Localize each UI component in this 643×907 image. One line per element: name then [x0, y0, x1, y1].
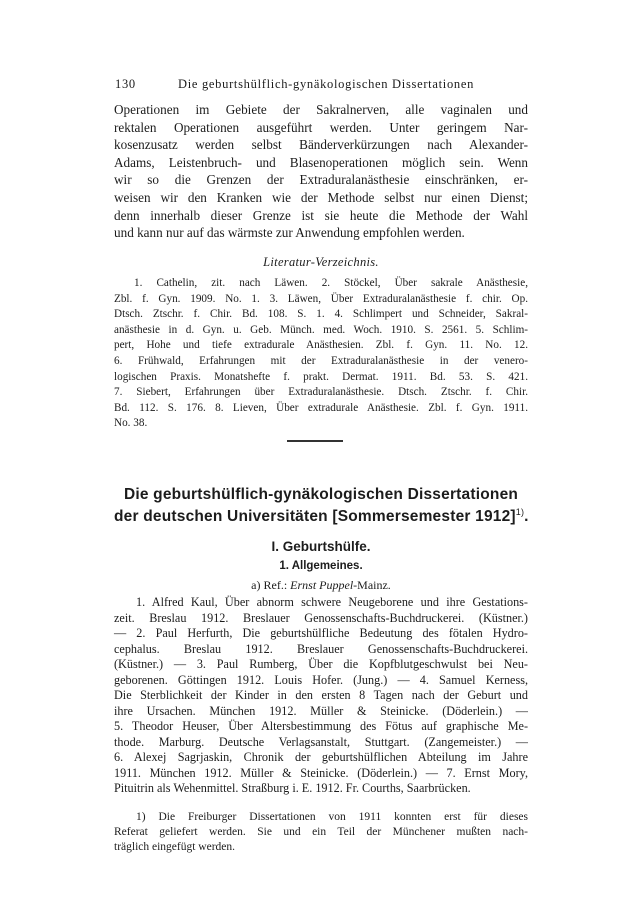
paragraph-line: denn innerhalb dieser Grenze ist sie heute die Methode der Wahl	[114, 207, 528, 223]
footnote	[114, 810, 528, 856]
literature-line: 7. Siebert, Erfahrungen über Extraduralanästhesie. Dtsch. Ztschr. f. Chir.	[114, 386, 528, 399]
entry-line: 1911. München 1912. Müller & Steinicke. (Döderlein.) — 7. Ernst Mory,	[114, 765, 528, 780]
footnote-line: 1) Die Freiburger Dissertationen von 1911 konnten erst für dieses	[136, 811, 528, 823]
paragraph-line: kosenzusatz werden selbst Bänderverkürzungen nach Alexander-	[114, 137, 528, 153]
section-title-line-1: Die geburtshülflich-gynäkologischen Dissertationen	[123, 486, 519, 503]
entry-line: (Küstner.) — 3. Paul Rumberg, Über die Kopfblutgeschwulst bei Neu-	[114, 657, 528, 671]
literature-line: Bd. 112. S. 176. 8. Lieven, Über extradurale Anästhesie. Zbl. f. Gyn. 1911.	[114, 401, 528, 414]
running-title: Die geburtshülflich-gynäkologischen Dissertationen	[178, 77, 475, 91]
entry-line: cephalus. Breslau 1912. Breslauer Genossenschafts-Buchdruckerei.	[114, 641, 528, 656]
paragraph-line: rektalen Operationen ausgeführt werden. Unter geringem Nar-	[114, 119, 528, 135]
literature-line: 6. Frühwald, Erfahrungen mit der Extraduralanästhesie in der venero-	[114, 354, 528, 367]
subsection-heading: 1. Allgemeines.	[279, 560, 363, 572]
section-title-text: der deutschen Universitäten [Sommersemester 1912]	[114, 508, 516, 526]
entry-line: Die Sterblichkeit der Kinder in den ersten 8 Tagen nach der Geburt und	[114, 688, 528, 702]
running-header	[114, 77, 528, 93]
literature-heading: Literatur-Verzeichnis.	[263, 255, 379, 269]
footnote-line: träglich eingefügt werden.	[114, 841, 236, 854]
footnote-line: Referat geliefert werden. Sie und ein Teil der Münchener mußten nach-	[114, 826, 528, 839]
entry-line: geborenen. Göttingen 1912. Louis Hofer. (Jung.) — 4. Samuel Kerness,	[114, 672, 528, 687]
literature-line: Dtsch. Ztschr. f. Chir. Bd. 108. S. 1. 4. Schlimpert und Schneider, Sakral-	[114, 308, 528, 321]
section-title-end: .	[524, 508, 529, 526]
paragraph-line: wir so die Grenzen der Extraduralanästhesie einschränken, er-	[114, 172, 528, 188]
entry-line: Pituitrin als Wehenmittel. Straßburg i. E. 1912. Fr. Courths, Saarbrücken.	[114, 781, 471, 795]
dissertation-list	[114, 595, 528, 797]
section-separator	[287, 440, 343, 442]
paragraph-line: Operationen im Gebiete der Sakralnerven, alle vaginalen und	[114, 102, 528, 117]
literature-line: 1. Cathelin, zit. nach Läwen. 2. Stöckel, Über sakrale Anästhesie,	[134, 277, 528, 289]
literature-line: No. 38.	[114, 417, 148, 430]
part-heading: I. Geburtshülfe.	[271, 539, 371, 554]
referee-line	[114, 578, 528, 593]
paragraph-line: Adams, Leistenbruch- und Blasenoperationen möglich sein. Wenn	[114, 154, 528, 170]
referee-label: a) Ref.:	[251, 578, 288, 592]
page-number: 130	[115, 77, 136, 91]
body-paragraph	[114, 101, 528, 242]
entry-line: 5. Theodor Heuser, Über Altersbestimmung des Fötus auf graphische Me-	[114, 719, 528, 733]
entry-line: zeit. Breslau 1912. Breslauer Genossenschafts-Buchdruckerei. (Küstner.)	[114, 610, 528, 625]
entry-line: thode. Marburg. Deutsche Verlagsanstalt, Stuttgart. (Zangemeister.) —	[114, 734, 528, 749]
referee-place: -Mainz.	[353, 578, 391, 592]
entry-line: — 2. Paul Herfurth, Die geburtshülfliche Bedeutung des fötalen Hydro-	[114, 626, 528, 640]
entry-line: 1. Alfred Kaul, Über abnorm schwere Neugeborene und ihre Gestations-	[136, 595, 528, 609]
paragraph-line: und kann nur auf das wärmste zur Anwendung empfohlen werden.	[114, 225, 465, 241]
footnote-marker: 1)	[515, 507, 525, 517]
paragraph-line: weisen wir den Kranken wie der Methode selbst nur einen Dienst;	[114, 189, 528, 205]
literature-list	[114, 276, 528, 432]
referee-name: Ernst Puppel	[290, 578, 354, 592]
literature-line: logischen Praxis. Monatshefte f. prakt. Dermat. 1911. Bd. 53. S. 421.	[114, 370, 528, 383]
literature-line: pert, Hohe und tiefe extradurale Anästhesien. Zbl. f. Gyn. 11. No. 12.	[114, 339, 528, 352]
entry-line: 6. Alexej Sagrjaskin, Chronik der geburtshülflichen Abteilung im Jahre	[114, 750, 528, 764]
section-title-line-2	[114, 507, 528, 526]
entry-line: ihre Ursachen. München 1912. Müller & Steinicke. (Döderlein.) —	[114, 703, 528, 718]
literature-line: Zbl. f. Gyn. 1909. No. 1. 3. Läwen, Über Extraduralanästhesie f. chir. Op.	[114, 292, 528, 305]
literature-line: anästhesie in d. Gyn. u. Geb. Münch. med. Woch. 1910. S. 2561. 5. Schlim-	[114, 323, 528, 336]
